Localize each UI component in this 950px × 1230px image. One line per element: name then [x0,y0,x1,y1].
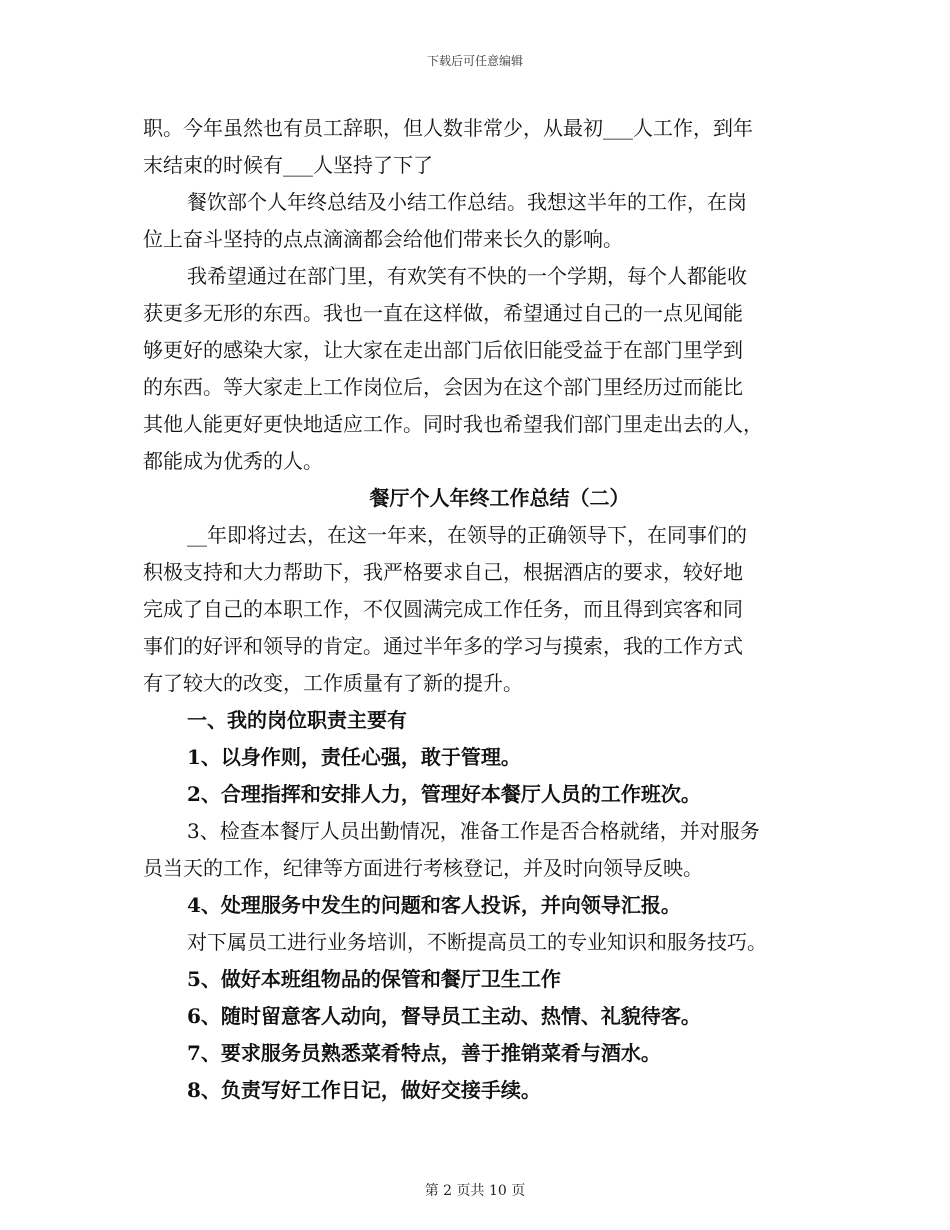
text-line: 完成了自己的本职工作，不仅圆满完成工作任务，而且得到宾客和同 [143,597,743,621]
text-line: 都能成为优秀的人。 [143,449,323,473]
text-line: 6、随时留意客人动向，督导员工主动、热情、礼貌待客。 [187,1004,701,1028]
text-line: 位上奋斗坚持的点点滴滴都会给他们带来长久的影响。 [143,227,623,251]
text-line: 获更多无形的东西。我也一直在这样做，希望通过自己的一点见闻能 [143,301,743,325]
text-line: 4、处理服务中发生的问题和客人投诉，并向领导汇报。 [187,893,681,917]
text-line: __年即将过去，在这一年来，在领导的正确领导下，在同事们的 [187,523,747,547]
text-line: 够更好的感染大家，让大家在走出部门后依旧能受益于在部门里学到 [143,338,743,362]
page-footer: 第 2 页共 10 页 [424,1183,526,1199]
text-line: 餐饮部个人年终总结及小结工作总结。我想这半年的工作，在岗 [187,190,747,214]
text-line: 3、检查本餐厅人员出勤情况，准备工作是否合格就绪，并对服务 [187,819,760,843]
text-line: 事们的好评和领导的肯定。通过半年多的学习与摸索，我的工作方式 [143,634,743,658]
page-header: 下载后可任意编辑 [426,54,523,68]
text-line: 的东西。等大家走上工作岗位后，会因为在这个部门里经历过而能比 [143,375,743,399]
section-title: 餐厅个人年终工作总结（二） [369,486,630,510]
text-line: 对下属员工进行业务培训，不断提高员工的专业知识和服务技巧。 [187,930,767,954]
text-line: 职。今年虽然也有员工辞职，但人数非常少，从最初___人工作，到年 [143,116,753,140]
text-line: 8、负责写好工作日记，做好交接手续。 [187,1078,541,1102]
text-line: 有了较大的改变，工作质量有了新的提升。 [143,671,523,695]
text-line: 7、要求服务员熟悉菜肴特点，善于推销菜肴与酒水。 [187,1041,661,1065]
text-line: 其他人能更好更快地适应工作。同时我也希望我们部门里走出去的人， [143,412,763,436]
text-line: 2、合理指挥和安排人力，管理好本餐厅人员的工作班次。 [187,782,701,806]
text-line: 我希望通过在部门里，有欢笑有不快的一个学期，每个人都能收 [187,264,747,288]
text-line: 末结束的时候有___人坚持了下了 [143,153,433,177]
text-line: 积极支持和大力帮助下，我严格要求自己，根据酒店的要求，较好地 [143,560,743,584]
text-line: 1、以身作则，责任心强，敢于管理。 [187,745,521,769]
document-body [143,110,808,1109]
text-line: 一、我的岗位职责主要有 [187,708,407,732]
text-line: 员当天的工作，纪律等方面进行考核登记，并及时向领导反映。 [143,856,703,880]
text-line: 5、做好本班组物品的保管和餐厅卫生工作 [187,967,561,991]
